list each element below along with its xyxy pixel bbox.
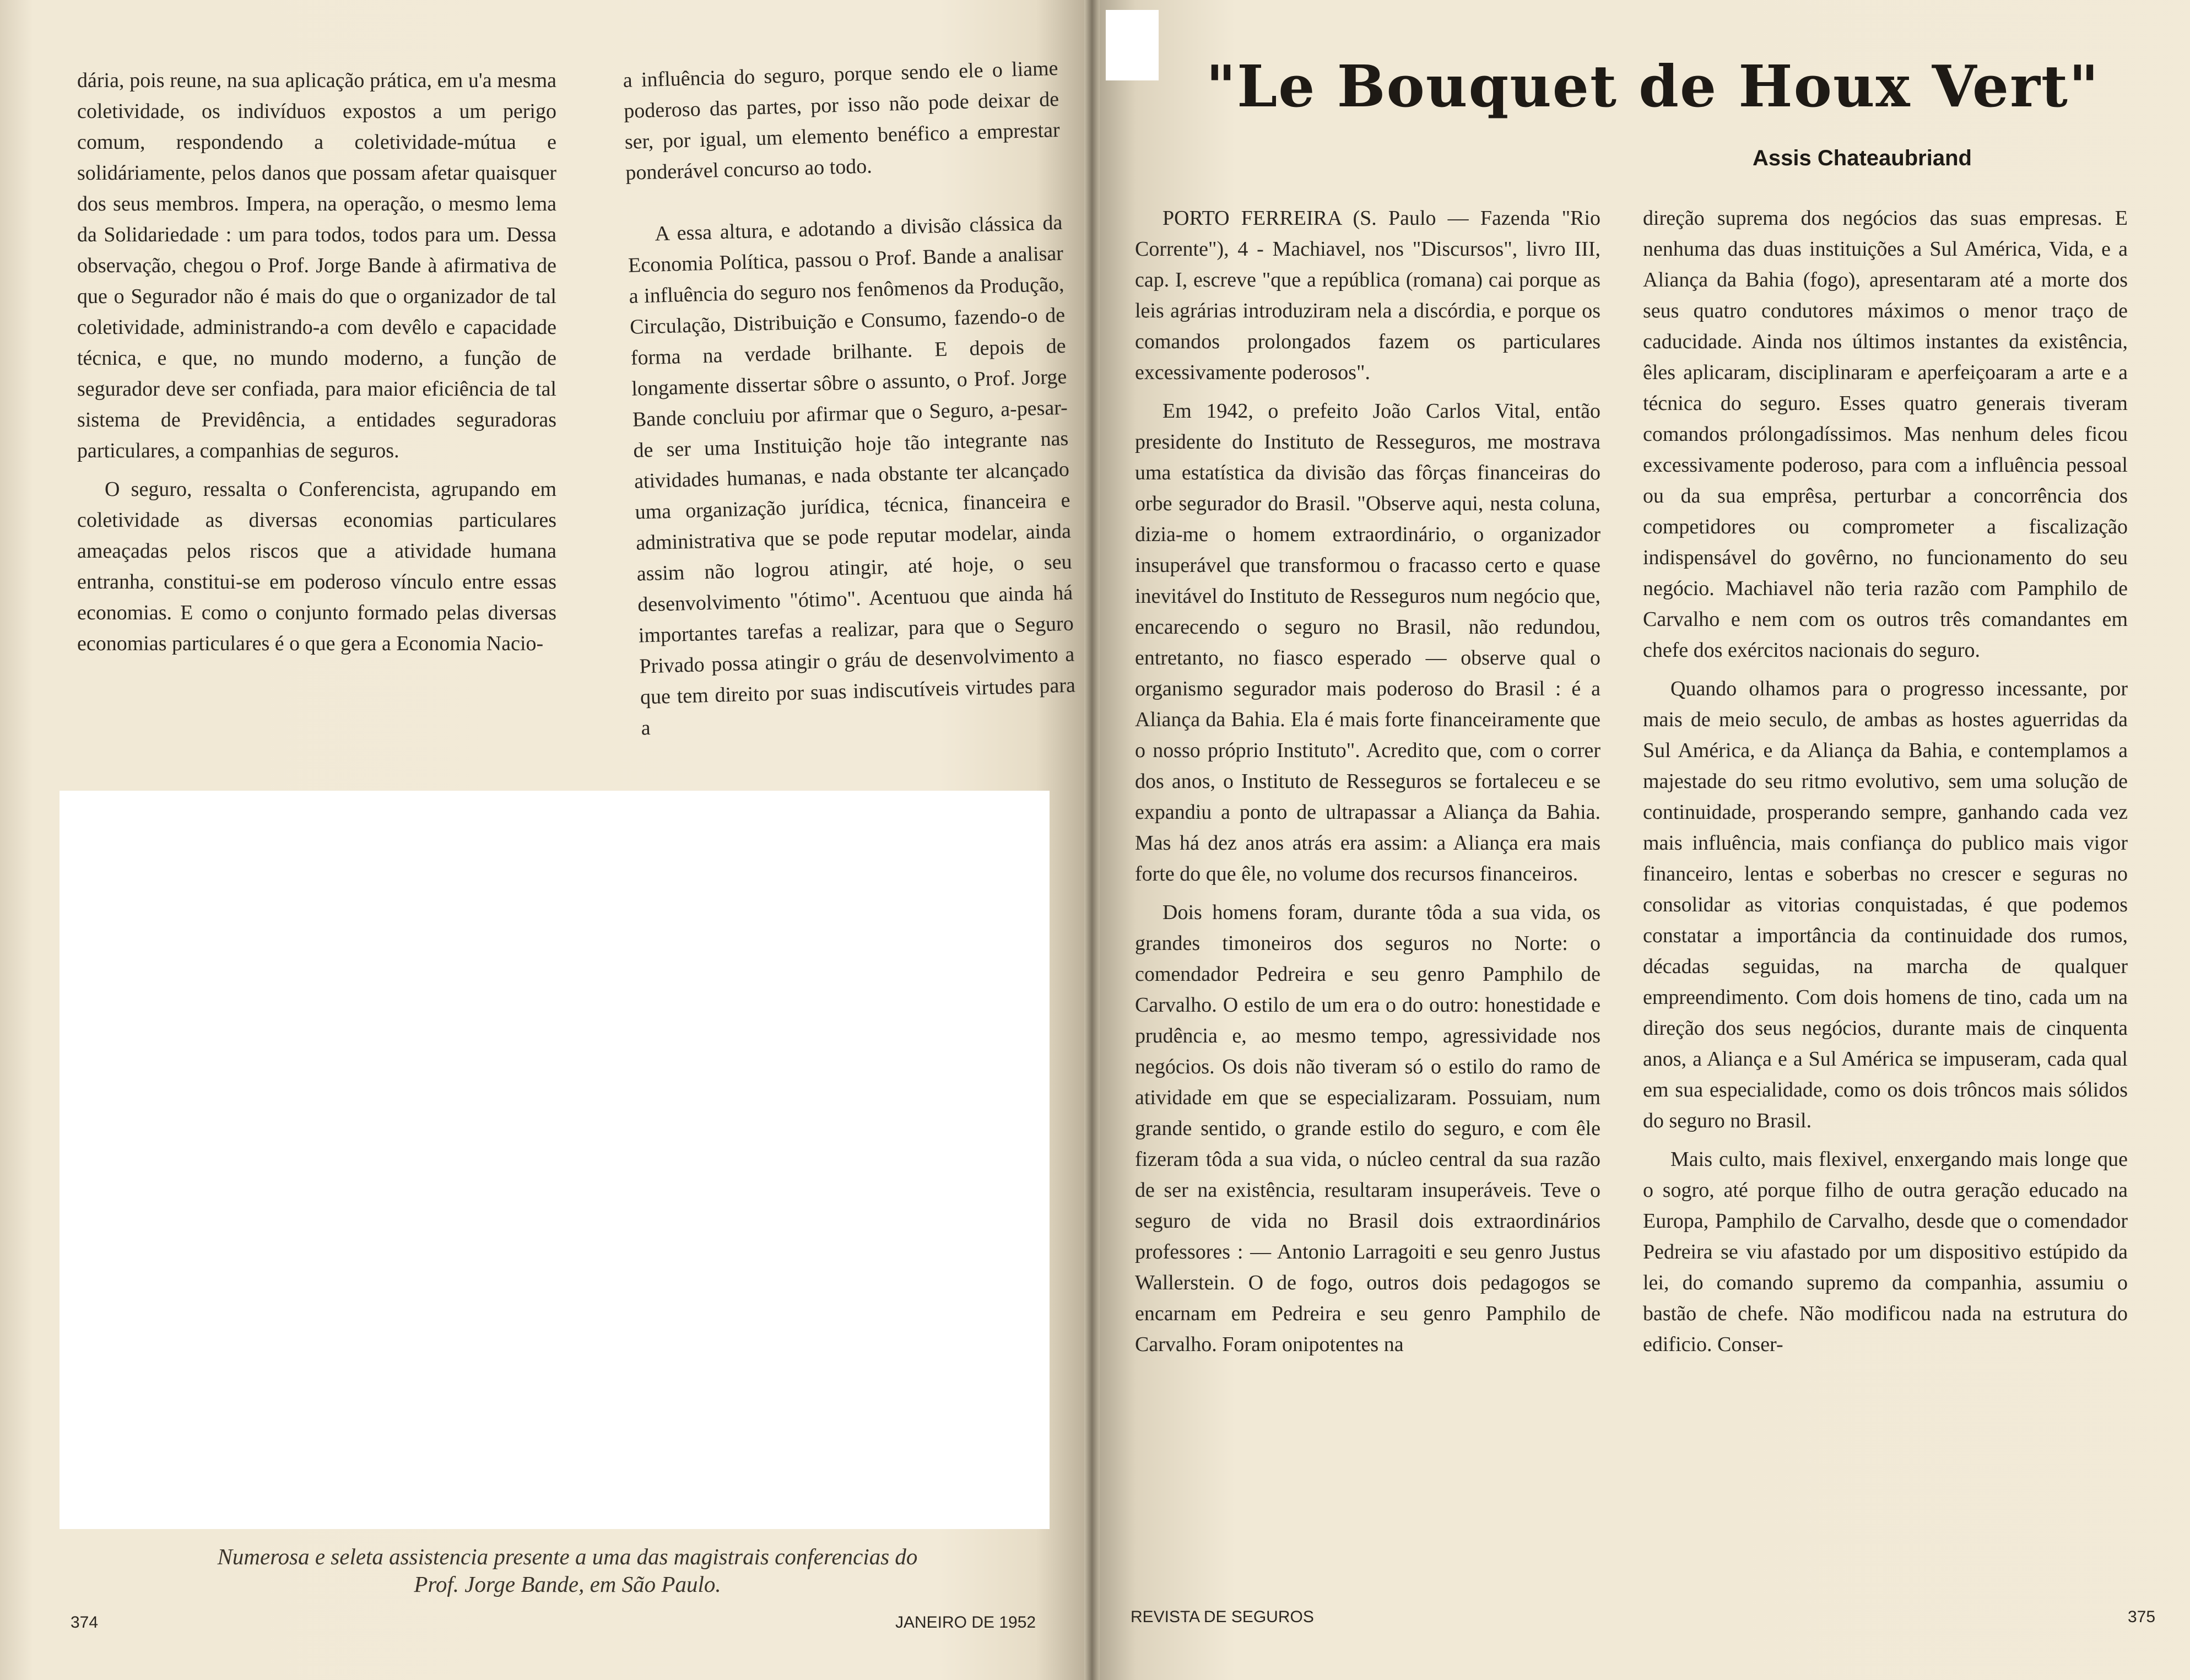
- article-title: "Le Bouquet de Houx Vert": [1205, 52, 2100, 120]
- paragraph: A essa altura, e adotando a divisão clássica da Economia Política, passou o Prof. Bande a analisar a influência do seguro nos fenômenos da Produção, Circulação, Distribuição e Consumo, fazendo-o de forma na verdade brilhante. E depois de longamente dissertar sôbre o assunto, o Prof. Jorge Bande concluiu por afirmar que o Seguro, a-pesar-de ser uma Instituição hoje tão integrante nas atividades humanas, e nada obstante ter alcançado uma organização jurídica, técnica, financeira e administrativa que se pode reputar modelar, ainda assim não logrou atingir, até hoje, o seu desenvolvimento "ótimo". Acentuou que ainda há importantes tarefas a realizar, para que o Seguro Privado possa atingir o gráu de desenvolvimento a que tem direito por suas indiscutíveis virtudes para a: [628, 210, 1076, 740]
- right-column-1: [1135, 203, 1600, 1360]
- running-footer: JANEIRO DE 1952: [895, 1613, 1036, 1632]
- paragraph: Quando olhamos para o progresso incessante, por mais de meio seculo, de ambas as hostes aguerridas da Sul América, e da Aliança da Bahia, e contemplamos a majestade do seu ritmo evolutivo, sem uma solução de continuidade, prosperando sempre, ganhando cada vez mais influência, mais confiança do publico mais vigor financeiro, lentas e soberbas no crescer e seguras no consolidar as vitorias conquistadas, é que podemos constatar a importância da continuidade dos rumos, décadas seguidas, na marcha de qualquer empreendimento. Com dois homens de tino, cada um na direção dos seus negócios, durante mais de cinquenta anos, a Aliança e a Sul América se impuseram, cada qual em sua especialidade, como os dois trôncos mais sólidos do seguro no Brasil.: [1643, 677, 2128, 1132]
- article-author: Assis Chateaubriand: [1753, 146, 1972, 170]
- paragraph: PORTO FERREIRA (S. Paulo — Fazenda "Rio Corrente"), 4 - Machiavel, nos "Discursos", livro III, cap. I, escreve "que a república (romana) cai porque as leis agrárias introduziram nela a discórdia, e porque os comandos prolongados fazem os particulares excessivamente poderosos".: [1135, 207, 1600, 384]
- paragraph: a influência do seguro, porque sendo ele o liame poderoso das partes, por isso não pode deixar de ser, por igual, um elemento benéfico a emprestar ponderável concurso ao todo.: [623, 56, 1061, 185]
- page-number: 374: [71, 1613, 99, 1632]
- paragraph: direção suprema dos negócios das suas empresas. E nenhuma das duas instituições a Sul América, Vida, e a Aliança da Bahia (fogo), apresentaram até a morte dos seus quatro condutores máximos o menor traço de caducidade. Ainda nos últimos instantes da existência, êles aplicaram, disciplinaram e aperfeiçoaram a arte e a técnica do seguro. Esses quatro generais tiveram comandos prólongadíssimos. Mas nenhum deles ficou excessivamente poderoso, para com a influência pessoal ou da sua emprêsa, perturbar a concorrência dos competidores ou comprometer a fiscalização indispensável do govêrno, no funcionamento do seu negócio. Machiavel não teria razão com Pamphilo de Carvalho e nem com os outros três comandantes em chefe dos exércitos nacionais do seguro.: [1643, 207, 2128, 662]
- paragraph: Em 1942, o prefeito João Carlos Vital, então presidente do Instituto de Resseguros, me mostrava uma estatística da divisão das fôrças financeiras do orbe segurador do Brasil. "Observe aqui, nesta coluna, dizia-me o homem extraordinário, o organizador insuperável que transformou o fracasso certo e quase inevitável do Instituto de Resseguros num negócio que, encarecendo o seguro no Brasil, não redundou, entretanto, no fiasco esperado — observe qual o organismo segurador mais poderoso do Brasil : é a Aliança da Bahia. Ela é mais forte financeiramente que o nosso próprio Instituto". Acredito que, com o correr dos anos, o Instituto de Resseguros se fortaleceu e se expandiu a ponto de ultrapassar a Aliança da Bahia. Mas há dez anos atrás era assim: a Aliança era mais forte do que êle, no volume dos recursos financeiros.: [1135, 399, 1600, 885]
- left-column-1: [77, 65, 556, 659]
- paragraph: Dois homens foram, durante tôda a sua vida, os grandes timoneiros dos seguros no Norte: o comendador Pedreira e seu genro Pamphilo de Carvalho. O estilo de um era o do outro: honestidade e prudência e, ao mesmo tempo, agressividade nos negócios. Os dois não tiveram só o estilo do ramo de atividade em que se especializaram. Possuiam, num grande sentido, o grande estilo do seguro, e com êle fizeram tôda a sua vida, o núcleo central da sua razão de ser na existência, resultaram insuperáveis. Teve o seguro de vida no Brasil dois extraordinários professores : — Antonio Larragoiti e seu genro Justus Wallerstein. O de fogo, outros dois pedagogos se encarnam em Pedreira e seu genro Pamphilo de Carvalho. Foram onipotentes na: [1135, 901, 1600, 1356]
- paragraph: Mais culto, mais flexivel, enxergando mais longe que o sogro, até porque filho de outra geração educado na Europa, Pamphilo de Carvalho, desde que o comendador Pedreira se viu afastado por um dispositivo estúpido da lei, do comando supremo da companhia, assumiu o bastão de chefe. Não modificou nada na estrutura do edificio. Conser-: [1643, 1148, 2128, 1356]
- photo-placeholder: [60, 791, 1050, 1529]
- left-column-2: [623, 53, 1077, 744]
- right-page: [1092, 0, 2190, 1680]
- right-column-2: [1643, 203, 2128, 1360]
- photo-caption: [110, 1543, 1025, 1598]
- page-number: 375: [2128, 1608, 2156, 1626]
- spine-gutter: [1084, 0, 1100, 1680]
- masked-area: [1106, 10, 1159, 80]
- left-page: [0, 0, 1092, 1680]
- paragraph: O seguro, ressalta o Conferencista, agrupando em coletividade as diversas economias particulares ameaçadas pelos riscos que a atividade humana entranha, constitui-se em poderoso vínculo entre essas economias. E como o conjunto formado pelas diversas economias particulares é o que gera a Economia Nacio-: [77, 478, 556, 655]
- running-footer: REVISTA DE SEGUROS: [1131, 1608, 1314, 1626]
- caption-line: Numerosa e seleta assistencia presente a uma das magistrais conferencias do: [217, 1544, 918, 1569]
- paragraph: dária, pois reune, na sua aplicação prática, em u'a mesma coletividade, os indivíduos expostos a um perigo comum, respondendo a coletividade-mútua e solidáriamente, pelos danos que possam afetar quaisquer dos seus membros. Impera, na operação, o mesmo lema da Solidariedade : um para todos, todos para um. Dessa observação, chegou o Prof. Jorge Bande à afirmativa de que o Segurador não é mais do que o organizador de tal coletividade, administrando-a com devêlo e capacidade técnica, e que, no mundo moderno, a função de segurador deve ser confiada, para maior eficiência de tal sistema de Previdência, a entidades seguradoras particulares, a companhias de seguros.: [77, 69, 556, 462]
- caption-line: Prof. Jorge Bande, em São Paulo.: [414, 1571, 721, 1597]
